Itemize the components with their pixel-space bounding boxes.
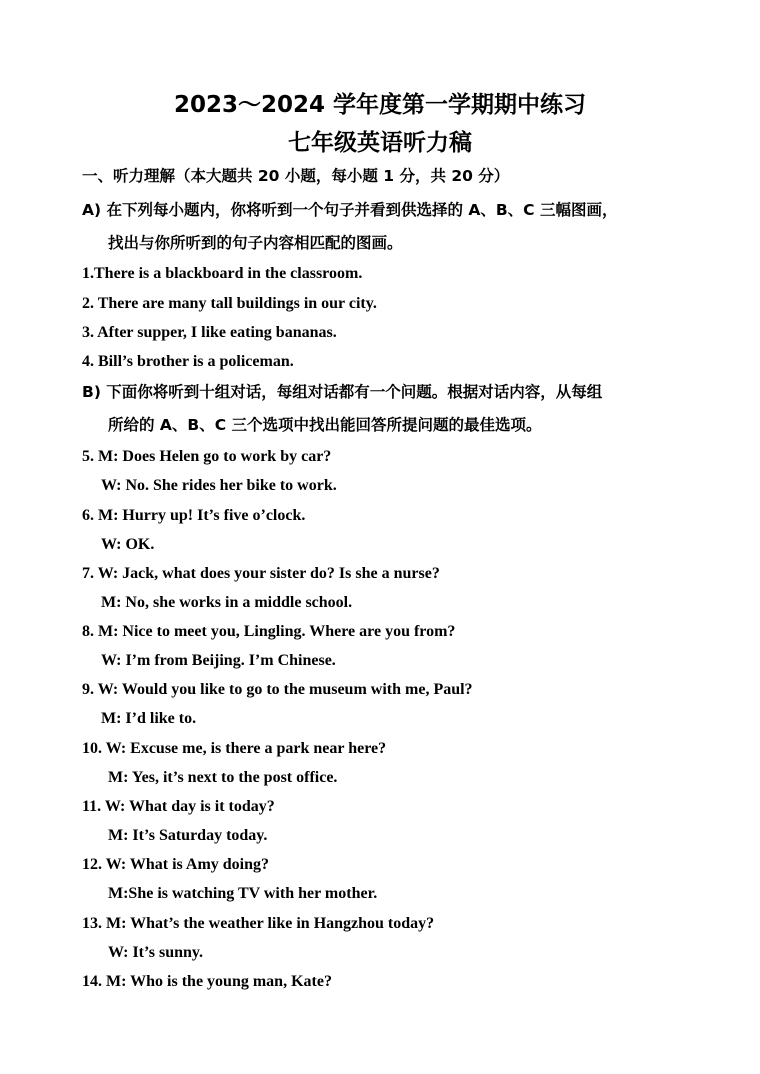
list-item: 1.There is a blackboard in the classroom.	[82, 265, 363, 282]
list-item: 2. There are many tall buildings in our city.	[82, 295, 377, 312]
part-b-instruction: B) 下面你将听到十组对话，每组对话都有一个问题。根据对话内容，从每组	[82, 383, 603, 401]
dialogue-question: 10. W: Excuse me, is there a park near here?	[82, 740, 387, 757]
dialogue-answer: M:She is watching TV with her mother.	[108, 885, 378, 902]
dialogue-question: 5. M: Does Helen go to work by car?	[82, 448, 332, 465]
dialogue-answer: M: No, she works in a middle school.	[101, 594, 353, 611]
dialogue-answer: M: Yes, it’s next to the post office.	[108, 769, 338, 786]
dialogue-answer: W: It’s sunny.	[108, 944, 203, 961]
dialogue-answer: M: I’d like to.	[101, 710, 197, 727]
dialogue-question: 6. M: Hurry up! It’s five o’clock.	[82, 507, 306, 524]
dialogue-answer: W: I’m from Beijing. I’m Chinese.	[101, 652, 336, 669]
dialogue-answer: W: OK.	[101, 536, 155, 553]
document-subtitle: 七年级英语听力稿	[288, 130, 472, 156]
document-title: 2023～2024 学年度第一学期期中练习	[173, 92, 587, 118]
list-item: 4. Bill’s brother is a policeman.	[82, 353, 294, 370]
list-item: 3. After supper, I like eating bananas.	[82, 324, 337, 341]
dialogue-question: 8. M: Nice to meet you, Lingling. Where are you from?	[82, 623, 456, 640]
section-heading: 一、听力理解（本大题共 20 小题，每小题 1 分，共 20 分）	[82, 167, 510, 185]
dialogue-question: 9. W: Would you like to go to the museum with me, Paul?	[82, 681, 473, 698]
part-a-instruction-cont: 找出与你所听到的句子内容相匹配的图画。	[108, 234, 403, 252]
part-a-instruction: A) 在下列每小题内，你将听到一个句子并看到供选择的 A、B、C 三幅图画，	[82, 201, 618, 219]
dialogue-answer: M: It’s Saturday today.	[108, 827, 268, 844]
dialogue-question: 11. W: What day is it today?	[82, 798, 275, 815]
dialogue-question: 7. W: Jack, what does your sister do? Is she a nurse?	[82, 565, 440, 582]
dialogue-question: 13. M: What’s the weather like in Hangzhou today?	[82, 915, 435, 932]
dialogue-answer: W: No. She rides her bike to work.	[101, 477, 337, 494]
dialogue-question: 12. W: What is Amy doing?	[82, 856, 270, 873]
dialogue-question: 14. M: Who is the young man, Kate?	[82, 973, 332, 990]
part-b-instruction-cont: 所给的 A、B、C 三个选项中找出能回答所提问题的最佳选项。	[108, 416, 542, 434]
